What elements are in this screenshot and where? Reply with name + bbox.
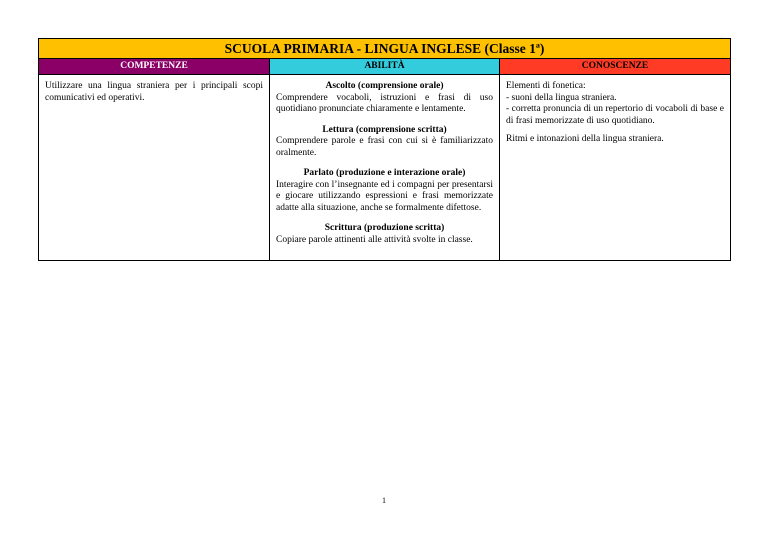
conoscenze-ritmi: Ritmi e intonazioni della lingua straniera.	[506, 134, 664, 144]
section-text: Comprendere parole e frasi con cui si è familiarizzato oralmente.	[276, 136, 493, 158]
abilita-section-lettura	[276, 125, 493, 160]
section-title: Scrittura (produzione scritta)	[324, 223, 445, 233]
conoscenze-line: - suoni della lingua straniera.	[506, 92, 617, 103]
abilita-section-parlato	[276, 168, 493, 214]
conoscenze-cell	[500, 75, 731, 261]
abilita-section-scrittura	[276, 223, 493, 246]
section-title: Parlato (produzione e interazione orale)	[303, 168, 466, 178]
section-text: Interagire con l’insegnante ed i compagni per presentarsi e giocare utilizzando espressioni e frasi memorizzate adatte alla situazione, anche se formalmente difettose.	[276, 179, 493, 213]
competenze-text: Utilizzare una lingua straniera per i principali scopi comunicativi ed operativi.	[45, 81, 263, 103]
conoscenze-line: Elementi di fonetica:	[506, 81, 586, 91]
curriculum-table	[38, 38, 731, 261]
document-title: SCUOLA PRIMARIA - LINGUA INGLESE (Classe 1ª)	[39, 39, 731, 59]
header-competenze: COMPETENZE	[39, 59, 270, 75]
header-conoscenze: CONOSCENZE	[500, 59, 731, 75]
header-abilita: ABILITÀ	[270, 59, 500, 75]
competenze-cell	[39, 75, 270, 261]
conoscenze-line: - corretta pronuncia di un repertorio di vocaboli di base e di frasi memorizzate di uso quotidiano.	[506, 104, 725, 126]
section-text: Comprendere vocaboli, istruzioni e frasi di uso quotidiano pronunciate chiaramente e lentamente.	[276, 92, 493, 114]
page-number: 1	[382, 496, 386, 505]
abilita-cell	[270, 75, 500, 261]
conoscenze-fonetica	[506, 81, 724, 127]
section-text: Copiare parole attinenti alle attività svolte in classe.	[276, 234, 473, 245]
section-title: Ascolto (comprensione orale)	[325, 81, 444, 91]
abilita-section-ascolto	[276, 81, 493, 116]
section-title: Lettura (comprensione scritta)	[322, 124, 447, 135]
